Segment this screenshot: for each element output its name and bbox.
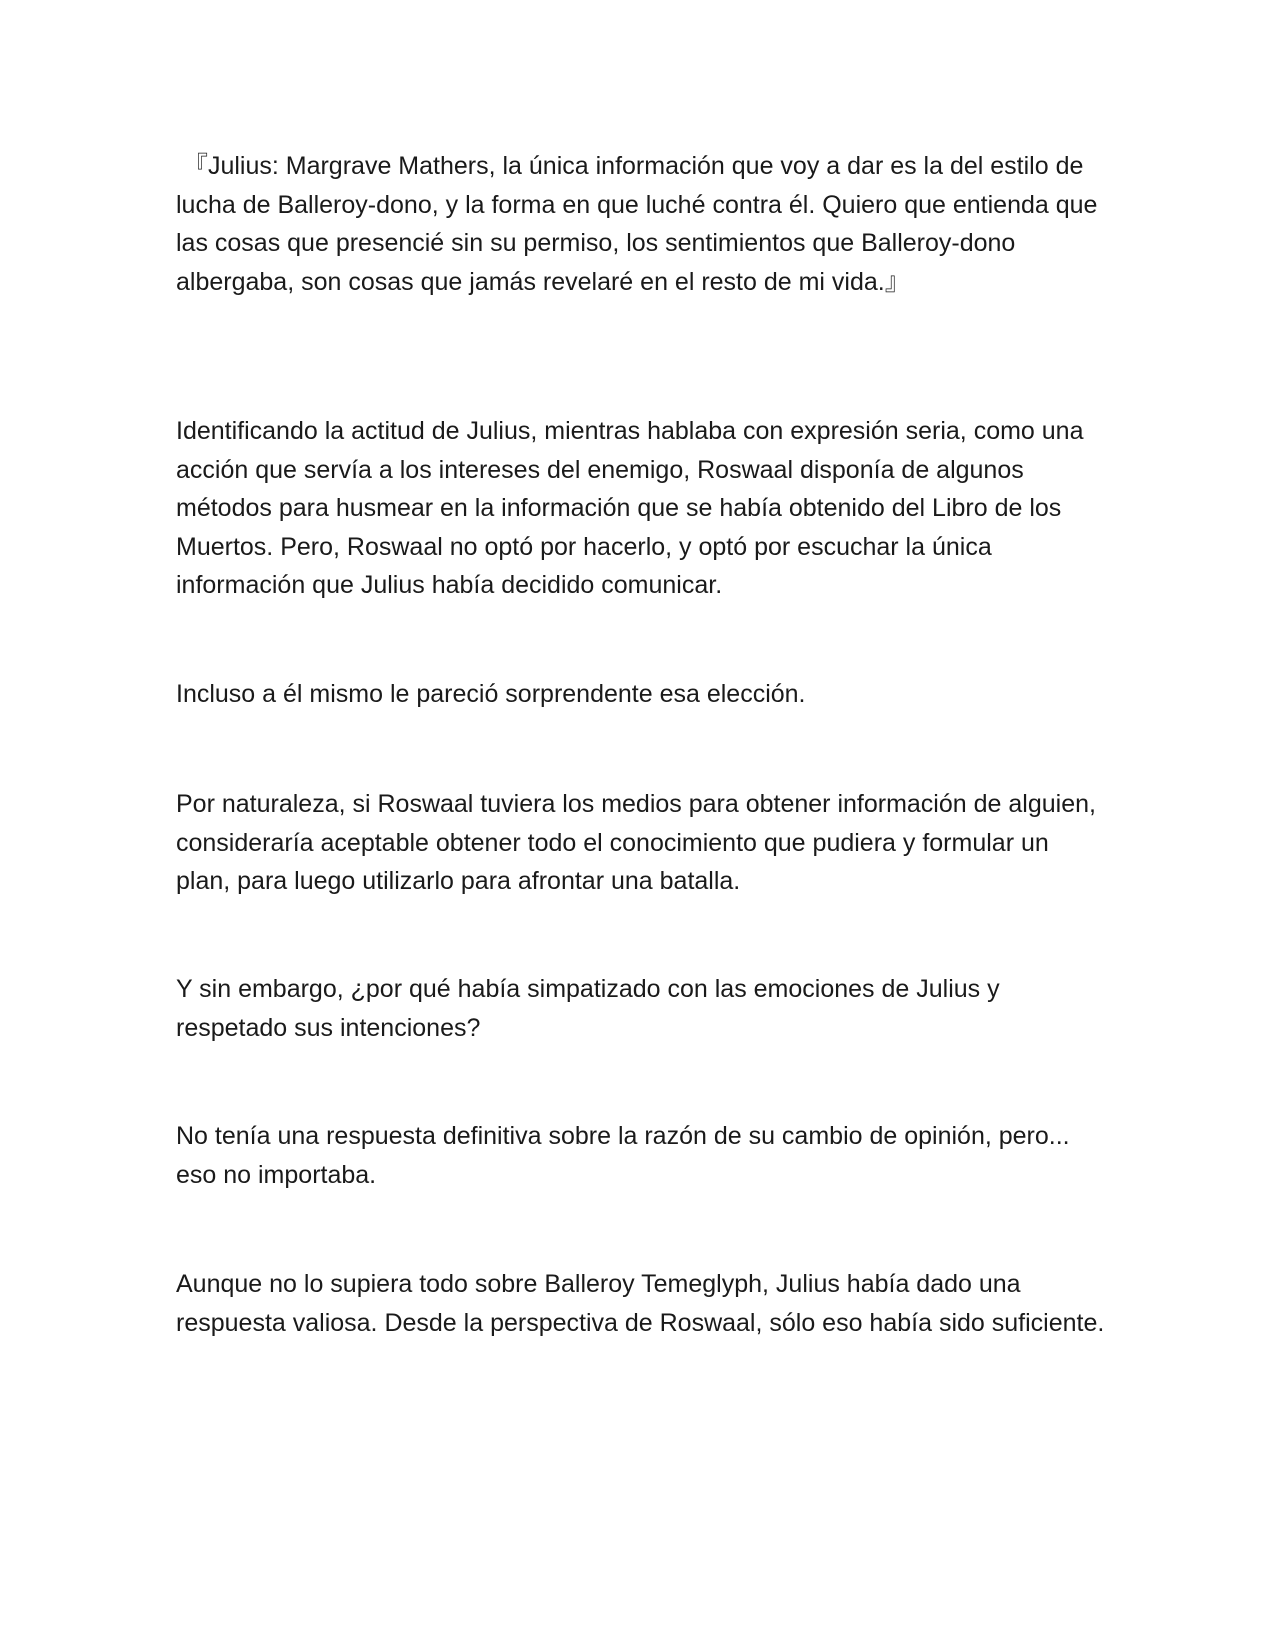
paragraph-julius-quote: 『Julius: Margrave Mathers, la única información que voy a dar es la del estilo de lucha de Balleroy-dono, y la forma en que luché contra él. Quiero que entienda que las cosas que presencié sin su permiso, los sentimientos que Balleroy-dono albergaba, son cosas que jamás revelaré en el resto de mi vida.』 xyxy=(176,152,1098,296)
paragraph-roswaal-methods: Identificando la actitud de Julius, mientras hablaba con expresión seria, como una acción que servía a los intereses del enemigo, Roswaal disponía de algunos métodos para husmear en la información que se había obtenido del Libro de los Muertos. Pero, Roswaal no optó por hacerlo, y optó por escuchar la única información que Julius había decidido comunicar. xyxy=(176,417,1084,599)
paragraph-sufficient: Aunque no lo supiera todo sobre Balleroy Temeglyph, Julius había dado una respuesta valiosa. Desde la perspectiva de Roswaal, sólo eso había sido suficiente. xyxy=(176,1270,1105,1337)
paragraph-no-answer: No tenía una respuesta definitiva sobre la razón de su cambio de opinión, pero... eso no importaba. xyxy=(176,1122,1070,1189)
paragraph-surprising-choice: Incluso a él mismo le pareció sorprendente esa elección. xyxy=(176,680,806,708)
paragraph-by-nature: Por naturaleza, si Roswaal tuviera los medios para obtener información de alguien, consideraría aceptable obtener todo el conocimiento que pudiera y formular un plan, para luego utilizarlo para afrontar una batalla. xyxy=(176,790,1096,895)
paragraph-why-sympathized: Y sin embargo, ¿por qué había simpatizado con las emociones de Julius y respetado sus intenciones? xyxy=(176,975,1000,1042)
